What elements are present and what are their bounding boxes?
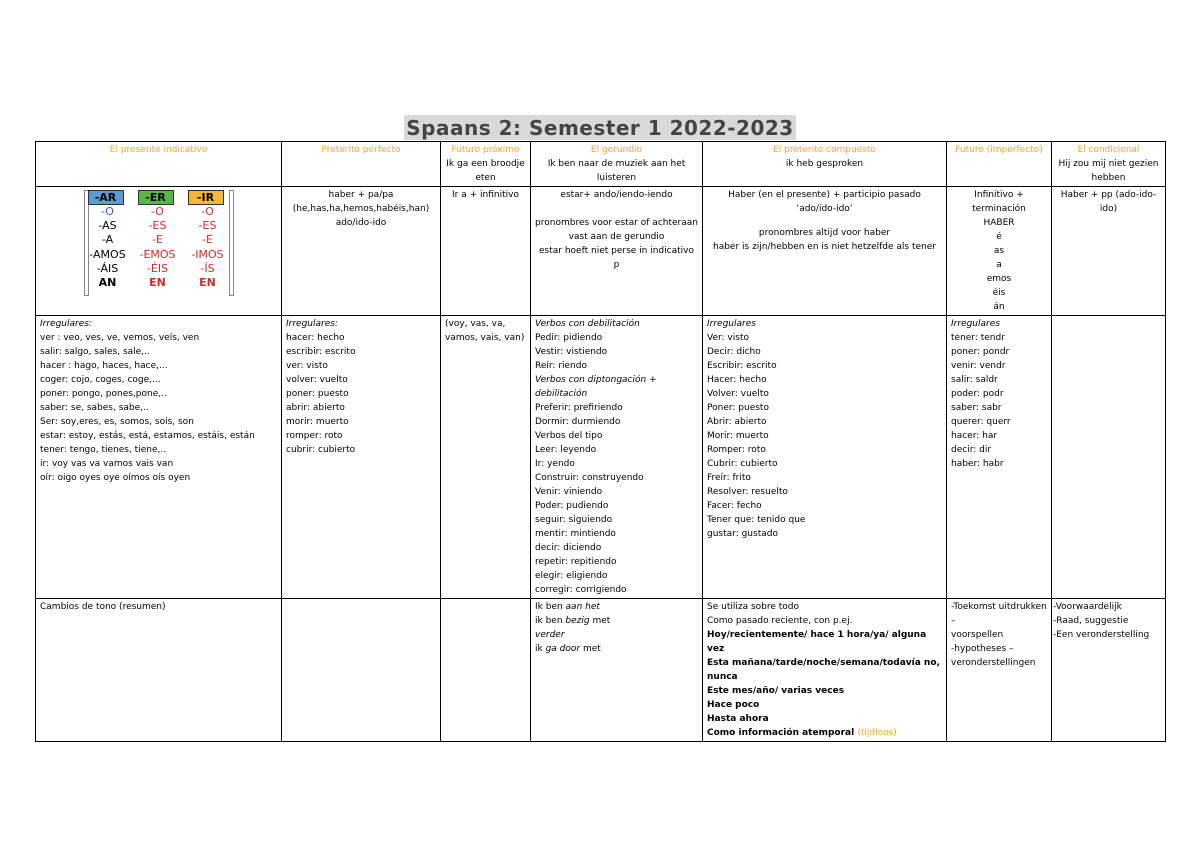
verb-forms: : roto [318,431,343,441]
rule-row [36,187,1166,316]
futuro-rule-line: Infinitivo + [974,190,1024,200]
ir-header: -IR [188,190,224,205]
verb-forms: : se, sabes, sabe,.. [65,403,149,413]
gerundio-line: Venir: viniendo [535,487,603,497]
verb-name: ver [40,333,55,343]
verb-name: ir [40,459,47,469]
compuesto-irregular-line: Poner: puesto [707,403,769,413]
condicional-usage-line: -Raad, suggestie [1053,616,1129,626]
gerundio-usage-line [535,600,698,614]
ar-ending: -AMOS [89,247,126,261]
gerundio-line: Verbos con debilitación [535,319,640,329]
gerundio-rule: estar+ ando/iendo-iendo pronombres voor estar of achteraan vast aan de gerundio estar hoeft niet perse in indicativo p [531,187,703,316]
futuro-usage-line: -Toekomst uitdrukken – [951,602,1047,626]
compuesto-irregular-line: Ver: visto [707,333,749,343]
conjugation-cell [36,187,282,316]
gerundio-line: Leer: leyendo [535,445,597,455]
verb-forms: : cubierto [312,445,356,455]
gerundio-line: Reír: riendo [535,361,587,371]
compuesto-usage-line: Hasta ahora [707,714,769,724]
presente-irregular-line [40,415,277,429]
compuesto-usage-line: Hoy/recientemente/ hace 1 hora/ya/ alguna vez [707,630,927,654]
usage-text: ik ben [535,616,566,626]
futuro-rule-line: án [993,302,1005,312]
futuro-irregular-line: salir: saldr [951,375,998,385]
verb-name: tener [40,445,64,455]
gerundio-usage-line [535,628,698,642]
usage-text: ik [535,644,546,654]
futuro-irregulares: Irregulares tener: tendr poner: pondr venir: vendr salir: saldr poder: podr saber: sabr querer: querr hacer: har decir: dir haber: habr [947,316,1052,599]
perfecto-irregular-line [286,387,436,401]
gerundio-usage-line [535,614,698,628]
verb-name: cubrir [286,445,313,455]
header-gerundio: El gerundio Ik ben naar de muziek aan het luisteren [531,142,703,187]
futuro-proximo-forms: (voy, vas, va, vamos, vais, van) [441,316,531,599]
perfecto-irregular-line [286,429,436,443]
compuesto-irregular-line: Abrir: abierto [707,417,767,427]
presente-irregular-line [40,401,277,415]
compuesto-irregular-line: Escribir: escrito [707,361,777,371]
futuro-irregular-line: querer: querr [951,417,1011,427]
condicional-usage-line: -Een veronderstelling [1053,630,1150,640]
ar-ending: -ÁIS [96,261,119,275]
perfecto-irregular-line [286,415,436,429]
usage-italic: bezig [565,616,590,626]
verb-forms: : estoy, estás, está, estamos, estáis, están [62,431,255,441]
ir-ending: -ÍS [200,261,215,275]
verb-name: salir [40,347,59,357]
usage-text: Ik ben [535,602,566,612]
page-title: Spaans 2: Semester 1 2022-2023 [406,116,794,140]
verb-forms: : vuelto [313,375,348,385]
er-ending: -O [151,205,164,218]
gerundio-line: Verbos del tipo [535,431,603,441]
er-ending: -EMOS [139,247,176,261]
perfecto-irregular-line [286,373,436,387]
verb-name: volver [286,375,314,385]
verb-forms: : tengo, tienes, tiene,.. [63,445,167,455]
usage-row [36,599,1166,742]
verb-name: saber [40,403,65,413]
ir-endings [188,190,228,290]
header-preterito-compuesto: El preterito compuesto ik heb gesproken [703,142,947,187]
verb-forms: : pongo, pones,pone,.. [66,389,167,399]
compuesto-irregular-line: Cubrir: cubierto [707,459,778,469]
ir-ending: -ES [198,219,217,233]
verb-forms: : muerto [310,417,349,427]
gerundio-line: Vestir: vistiendo [535,347,608,357]
gerundio-usage [531,599,703,742]
conjugation-table-image [88,190,230,297]
verb-forms: : hecho [311,333,345,343]
cambios-de-tono: Cambios de tono (resumen) [36,599,282,742]
futuro-irregular-line: poner: pondr [951,347,1010,357]
verb-name: coger [40,375,66,385]
header-presente: El presente indicativo [36,142,282,187]
er-ending: EN [149,276,166,290]
verb-forms: : puesto [312,389,349,399]
ar-endings [88,190,128,290]
futuro-irregular-line: poder: podr [951,389,1004,399]
verb-name: poner [286,389,313,399]
futuro-proximo-rule: Ir a + infinitivo [441,187,531,316]
ir-ending: -E [202,233,213,247]
verb-name: hacer [286,333,312,343]
compuesto-irregular-line: Facer: fecho [707,501,762,511]
verb-forms: : oigo oyes oye oímos oís oyen [51,473,191,483]
irregular-row [36,316,1166,599]
futuro-usage-line: -hypotheses – [951,644,1014,654]
compuesto-usage [703,599,947,742]
perfecto-irregular-line [286,443,436,457]
er-ending: -E [152,233,163,247]
compuesto-irregulares: Irregulares Ver: visto Decir: dicho Escribir: escrito Hacer: hecho Volver: vuelto Poner: puesto Abrir: abierto Morir: muerto Romper: roto Cubrir: cubierto Freír: frito Resolver: resuelto Facer: fecho Tener que: tenido que gustar: gustado [703,316,947,599]
er-header: -ER [138,190,174,205]
verb-forms: : abierto [306,403,345,413]
futuro-rule-line: a [996,260,1002,270]
presente-irregular-line [40,331,277,345]
verb-forms: : soy,eres, es, somos, sois, son [54,417,194,427]
verb-name: romper [286,431,319,441]
verb-name: hacer [40,361,66,371]
header-futuro-proximo: Futuro próximo Ik ga een broodje eten [441,142,531,187]
presente-irregular-line [40,387,277,401]
compuesto-irregular-line: Romper: roto [707,445,766,455]
compuesto-irregular-line: Hacer: hecho [707,375,767,385]
ar-header: -AR [88,190,124,205]
futuro-usage [947,599,1052,742]
perfecto-rule: haber + pa/pa (he,has,ha,hemos,habéis,han) ado/ido-ido [282,187,441,316]
verb-name: estar [40,431,63,441]
usage-italic: aan het [565,602,600,612]
verb-forms: : escrito [319,347,356,357]
perfecto-irregular-line [286,359,436,373]
compuesto-rule: Haber (en el presente) + participio pasado ‘ado/ido-ido’ pronombres altijd voor haber haber is zijn/hebben en is niet hetzelfde als tener [703,187,947,316]
verb-forms: : cojo, coges, coge,... [65,375,161,385]
futuro-rule-line: as [993,246,1005,256]
gerundio-line: Construir: construyendo [535,473,644,483]
header-preterito-perfecto: Preterito perfecto [282,142,441,187]
compuesto-usage-line: Esta mañana/tarde/noche/semana/todavía no, nunca [707,658,940,682]
futuro-irregular-line: hacer: har [951,431,998,441]
ar-ending: -O [101,205,114,218]
presente-irregular-line [40,345,277,359]
futuro-usage-line: veronderstellingen [951,658,1036,668]
gerundio-line: Verbos con diptongación + debilitación [535,375,657,399]
futuro-rule-line: é [996,232,1002,242]
condicional-usage [1052,599,1166,742]
ar-ending: -A [101,233,114,247]
grammar-table [35,141,1166,742]
usage-italic: verder [535,630,565,640]
futuro-irregular-line: decir: dir [951,445,992,455]
er-ending: -ÉIS [146,261,169,275]
verb-name: ver [286,361,301,371]
compuesto-irregular-line: Morir: muerto [707,431,769,441]
compuesto-usage-line: Se utiliza sobre todo [707,602,800,612]
gerundio-line: Dormir: durmiendo [535,417,621,427]
gerundio-line: corregir: corrigiendo [535,585,627,595]
ir-ending: -IMOS [191,247,224,261]
condicional-usage-line: -Voorwaardelijk [1053,602,1122,612]
compuesto-irregular-line: Freír: frito [707,473,751,483]
verb-name: Ser [40,417,55,427]
verb-name: oír [40,473,52,483]
presente-irregular-line [40,373,277,387]
presente-irregulares: Irregulares: ver : veo, ves, ve, vemos, veís, ven salir: salgo, sales, sale,.. hacer : hago, haces, hace,... coger: cojo, coges, coge,... poner: pongo, pones,pone,.. saber: se, sabes, sabe,.. Ser: soy,eres, es, somos, sois, son estar: estoy, estás, está, estamos, estáis, están tener: tengo, tienes, tiene,.. ir: voy vas va vamos vais van oír: oigo oyes oye oímos oís oyen [36,316,282,599]
er-endings [138,190,178,290]
gerundio-line: elegir: eligiendo [535,571,608,581]
compuesto-irregular-line: Tener que: tenido que [707,515,806,525]
condicional-rule: Haber + pp (ado-ido-ido) [1052,187,1166,316]
verb-name: abrir [286,403,307,413]
compuesto-irregular-line: Decir: dicho [707,347,761,357]
futuro-rule-line: éis [992,288,1006,298]
ar-ending: AN [98,276,117,290]
verb-forms: : salgo, sales, sale,.. [58,347,150,357]
compuesto-irregular-line: gustar: gustado [707,529,778,539]
compuesto-irregular-line: Volver: vuelto [707,389,769,399]
verb-forms: : voy vas va vamos vais van [46,459,174,469]
usage-text: met [580,644,601,654]
verb-forms: : hago, haces, hace,... [65,361,168,371]
perfecto-irregular-line [286,331,436,345]
futuro-irregular-line: haber: habr [951,459,1004,469]
presente-irregular-line [40,429,277,443]
er-ending: -ES [148,219,167,233]
compuesto-usage-line: Hace poco [707,700,760,710]
presente-irregular-line [40,359,277,373]
perfecto-irregular-line [286,345,436,359]
gerundio-line: repetir: repitiendo [535,557,617,567]
header-row [36,142,1166,187]
presente-irregular-line [40,457,277,471]
gerundio-usage-line [535,642,698,656]
presente-irregular-line [40,443,277,457]
gerundio-irregulares [531,316,703,599]
gerundio-line: mentir: mintiendo [535,529,616,539]
perfecto-usage-empty [282,599,441,742]
verb-name: escribir [286,347,320,357]
futuro-rule-line: HABER [983,218,1015,228]
verb-name: poner [40,389,67,399]
ir-ending: -O [201,205,214,218]
gerundio-line: decir: diciendo [535,543,602,553]
proximo-usage-empty [441,599,531,742]
futuro-rule-line: emos [986,274,1012,284]
futuro-irregular-line: saber: sabr [951,403,1002,413]
condicional-empty [1052,316,1166,599]
ar-ending: -AS [98,219,117,233]
perfecto-irregulares: Irregulares: hacer: hecho escribir: escrito ver: visto volver: vuelto poner: puesto abrir: abierto morir: muerto romper: roto cubrir: cubierto [282,316,441,599]
futuro-irregular-line: tener: tendr [951,333,1005,343]
futuro-irregular-line: venir: vendr [951,361,1006,371]
presente-irregular-line [40,471,277,485]
compuesto-usage-line: Como pasado reciente, con p.ej. [707,616,853,626]
verb-forms: : visto [300,361,328,371]
usage-text: met [589,616,611,626]
gerundio-line: Preferir: prefiriendo [535,403,623,413]
futuro-rule [947,187,1052,316]
futuro-usage-line: voorspellen [951,630,1004,640]
header-futuro-imperfecto: Futuro (imperfecto) [947,142,1052,187]
gerundio-line: Poder: pudiendo [535,501,609,511]
perfecto-irregular-line [286,401,436,415]
compuesto-usage-line: Este mes/año/ varias veces [707,686,845,696]
atemporal-line: Como información atemporal (tijdloos) [707,728,897,738]
verb-forms: : veo, ves, ve, vemos, veís, ven [54,333,200,343]
usage-italic: ga door [545,644,581,654]
futuro-rule-line: terminación [972,204,1026,214]
ir-ending: EN [199,276,216,290]
gerundio-line: Pedir: pidiendo [535,333,603,343]
compuesto-irregular-line: Resolver: resuelto [707,487,788,497]
gerundio-line: Ir: yendo [535,459,575,469]
verb-name: morir [286,417,311,427]
gerundio-line: seguir: siguiendo [535,515,613,525]
header-condicional: El condicional Hij zou mij niet gezien hebben [1052,142,1166,187]
